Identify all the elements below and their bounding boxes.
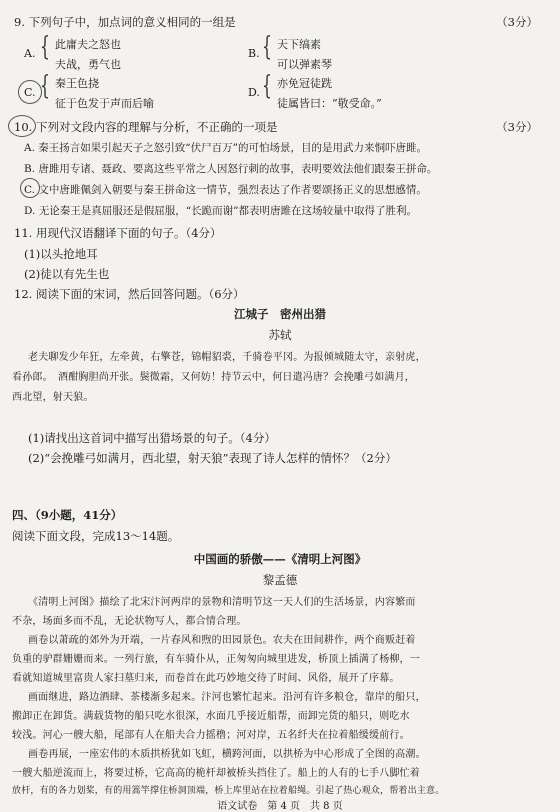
q9-option-c-label: C. bbox=[24, 86, 36, 99]
poem-line-1: 老夫聊发少年狂，左牵黄，右擎苍，锦帽貂裘，千骑卷平冈。为报倾城随太守，亲射虎， bbox=[28, 352, 426, 363]
q9-option-b-line1: 天下缟素 bbox=[277, 38, 321, 51]
article-author: 黎孟德 bbox=[262, 573, 298, 587]
q12-subquestion-1: (1)请找出这首词中描写出猎场景的句子。（4分） bbox=[28, 431, 276, 445]
q9-option-c-line1: 秦王色挠 bbox=[55, 77, 99, 90]
article-paragraph-4-line-3: 放杆，有的各力划桨，有的用篙竿撑住桥洞顶端，桥上库里站在拉着船绳。引起了热心观众，帮着出主意。 bbox=[12, 786, 445, 796]
section-4-header: 四、（9小题，41分） bbox=[12, 508, 123, 522]
article-paragraph-2-line-3: 看就知道城里富贵人家扫墓归来，而卷首在此巧妙地交待了时间、风俗，展开了序幕。 bbox=[12, 673, 400, 684]
article-paragraph-1-line-1: 《清明上河图》描绘了北宋汴河两岸的景物和清明节这一天人们的生活场景，内容繁而 bbox=[28, 597, 416, 608]
poem-title: 江城子 密州出猎 bbox=[234, 307, 326, 321]
q10-option-b: B. 唐雎用专诸、聂政、要离这些平常之人因怒行刺的故事，表明要效法他们跟秦王拼命。 bbox=[24, 163, 438, 175]
q9-option-d-brace: { bbox=[262, 71, 272, 101]
article-paragraph-3-line-2: 搬卸正在卸货。满载货物的船只吃水很深，水面几乎接近船帮，而卸完货的船只，则吃水 bbox=[12, 711, 410, 722]
q9-option-a-brace: { bbox=[40, 32, 50, 62]
poem-line-2: 看孙郎。 酒酣胸胆尚开张。鬓微霜，又何妨！持节云中，何日遣冯唐？会挽雕弓如满月， bbox=[12, 372, 415, 383]
q12-stem: 12. 阅读下面的宋词，然后回答问题。（6分） bbox=[14, 287, 245, 301]
article-paragraph-3-line-1: 画面继进，路边酒肆、茶楼渐多起来。汴河也繁忙起来。沿河有许多粮仓，靠岸的船只， bbox=[28, 692, 426, 703]
article-title: 中国画的骄傲——《清明上河图》 bbox=[193, 552, 367, 566]
q9-option-d-line2: 徒属皆曰：“敬受命。” bbox=[277, 97, 382, 110]
page-footer: 语文试卷 第 4 页 共 8 页 bbox=[217, 801, 343, 812]
article-paragraph-1-line-2: 不杂，场面多而不乱，无论状物写人，都合情合理。 bbox=[12, 616, 247, 627]
q11-stem: 11. 用现代汉语翻译下面的句子。（4分） bbox=[14, 226, 222, 240]
q12-subquestion-2: (2)“会挽雕弓如满月，西北望，射天狼”表现了诗人怎样的情怀？（2分） bbox=[28, 451, 397, 465]
q11-sentence-2: (2)徒以有先生也 bbox=[24, 267, 110, 281]
q9-option-b-line2: 可以弹素琴 bbox=[277, 58, 332, 71]
q11-sentence-1: (1)以头抢地耳 bbox=[24, 247, 98, 261]
q9-stem: 9. 下列句子中，加点词的意义相同的一组是 bbox=[14, 15, 236, 29]
article-paragraph-2-line-2: 负重的驴群姗姗而来。一列行旅，有车骑仆从，正匆匆向城里进发，桥顶上插满了杨柳，一 bbox=[12, 654, 420, 665]
q9-option-c-brace: { bbox=[40, 71, 50, 101]
q10-stem: 10. 下列对文段内容的理解与分析，不正确的一项是 bbox=[14, 120, 278, 134]
article-paragraph-4-line-1: 画卷再展，一座宏伟的木质拱桥犹如飞虹，横跨河面，以拱桥为中心形成了全图的高潮。 bbox=[28, 749, 426, 760]
q9-option-c-line2: 征于色发于声而后喻 bbox=[55, 97, 154, 110]
q9-option-d-label: D. bbox=[248, 86, 260, 99]
q9-option-b-label: B. bbox=[248, 47, 260, 60]
poem-line-3: 西北望，射天狼。 bbox=[12, 392, 94, 403]
article-paragraph-2-line-1: 画卷以萧疏的郊外为开端，一片春风和煦的田园景色。农夫在田间耕作，两个商贩赶着 bbox=[28, 635, 416, 646]
q9-option-d-line1: 亦免冠徒跣 bbox=[277, 77, 332, 90]
section-4-intro: 阅读下面文段，完成13～14题。 bbox=[12, 529, 180, 543]
q10-option-d: D. 无论秦王是真屈服还是假屈服，“长跪而谢”都表明唐雎在这场较量中取得了胜利。 bbox=[24, 205, 417, 217]
q10-option-c: C. 文中唐雎佩剑入朝要与秦王拼命这一情节，强烈表达了作者要颂扬正义的思想感情。 bbox=[24, 184, 427, 196]
q10-score: （3分） bbox=[496, 120, 538, 134]
q9-option-b-brace: { bbox=[262, 32, 272, 62]
q9-score: （3分） bbox=[496, 15, 538, 29]
article-paragraph-3-line-3: 较浅。河心一艘大船，尾部有人在船夫合力摇橹；河对岸，五名纤夫在拉着船缓缓前行。 bbox=[12, 730, 410, 741]
q9-option-a-line2: 夫战，勇气也 bbox=[55, 58, 121, 71]
q9-option-a-label: A. bbox=[24, 47, 36, 60]
poem-author: 苏轼 bbox=[268, 328, 292, 342]
q10-option-a: A. 秦王扬言如果引起天子之怒引致“伏尸百万”的可怕场景，目的是用武力来恫吓唐雎。 bbox=[24, 142, 427, 154]
q9-option-a-line1: 此庸夫之怒也 bbox=[55, 38, 121, 51]
article-paragraph-4-line-2: 一艘大船逆流而上，将要过桥，它高高的桅杆却被桥头挡住了。船上的人有的七手八脚忙着 bbox=[12, 768, 420, 779]
